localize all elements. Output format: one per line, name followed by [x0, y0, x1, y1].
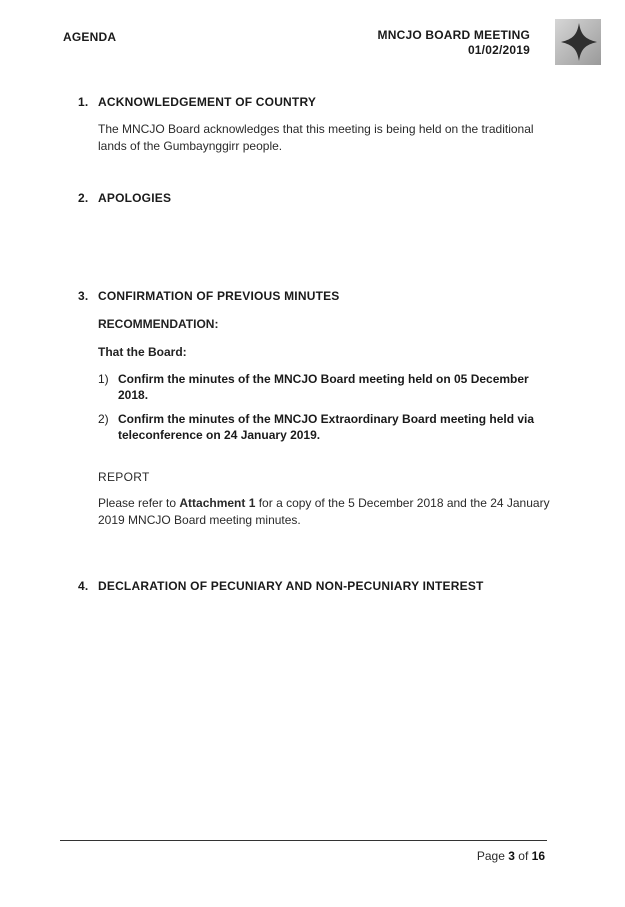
recommendation-item-1 [98, 371, 548, 403]
section-2-title: APOLOGIES [98, 191, 172, 205]
of-word: of [518, 849, 529, 863]
page-number [477, 849, 545, 863]
page-word: Page [476, 849, 505, 863]
header-agenda-label: AGENDA [63, 30, 117, 44]
recommendation-item-2-number: 2) [98, 412, 109, 426]
section-1-title: ACKNOWLEDGEMENT OF COUNTRY [98, 95, 317, 109]
section-3-heading [78, 289, 340, 303]
report-label: REPORT [98, 470, 150, 484]
section-4-heading [78, 579, 484, 593]
recommendation-item-1-number: 1) [98, 372, 109, 386]
footer-divider [60, 840, 547, 841]
section-3-title: CONFIRMATION OF PREVIOUS MINUTES [98, 289, 340, 303]
section-1-heading [78, 95, 316, 109]
recommendation-item-1-text: Confirm the minutes of the MNCJO Board meeting held on 05 December 2018. [118, 372, 529, 402]
report-text-after: for a copy of the 5 December 2018 and the 24 January 2019 MNCJO Board meeting minutes. [98, 496, 550, 527]
recommendation-item-2 [98, 411, 548, 443]
meeting-date: 01/02/2019 [467, 43, 530, 57]
section-1-number: 1. [78, 95, 89, 109]
section-4-title: DECLARATION OF PECUNIARY AND NON-PECUNIARY INTEREST [98, 579, 484, 593]
attachment-reference: Attachment 1 [179, 496, 256, 510]
report-text-before: Please refer to [98, 496, 180, 510]
section-2-number: 2. [78, 191, 89, 205]
recommendation-lead-in: That the Board: [98, 345, 187, 359]
meeting-title: MNCJO BOARD MEETING [377, 28, 530, 42]
section-3-number: 3. [78, 289, 89, 303]
total-pages: 16 [531, 849, 545, 863]
section-4-number: 4. [78, 579, 89, 593]
acknowledgement-text: The MNCJO Board acknowledges that this meeting is being held on the traditional lands of the Gumbaynggirr people. [98, 122, 534, 153]
header-meeting-info [378, 28, 530, 58]
current-page: 3 [508, 849, 515, 863]
recommendation-label: RECOMMENDATION: [98, 317, 219, 331]
report-text [98, 495, 558, 529]
organisation-logo-icon [555, 19, 601, 65]
recommendation-item-2-text: Confirm the minutes of the MNCJO Extraordinary Board meeting held via teleconference on 24 January 2019. [118, 412, 535, 442]
section-2-heading [78, 191, 171, 205]
